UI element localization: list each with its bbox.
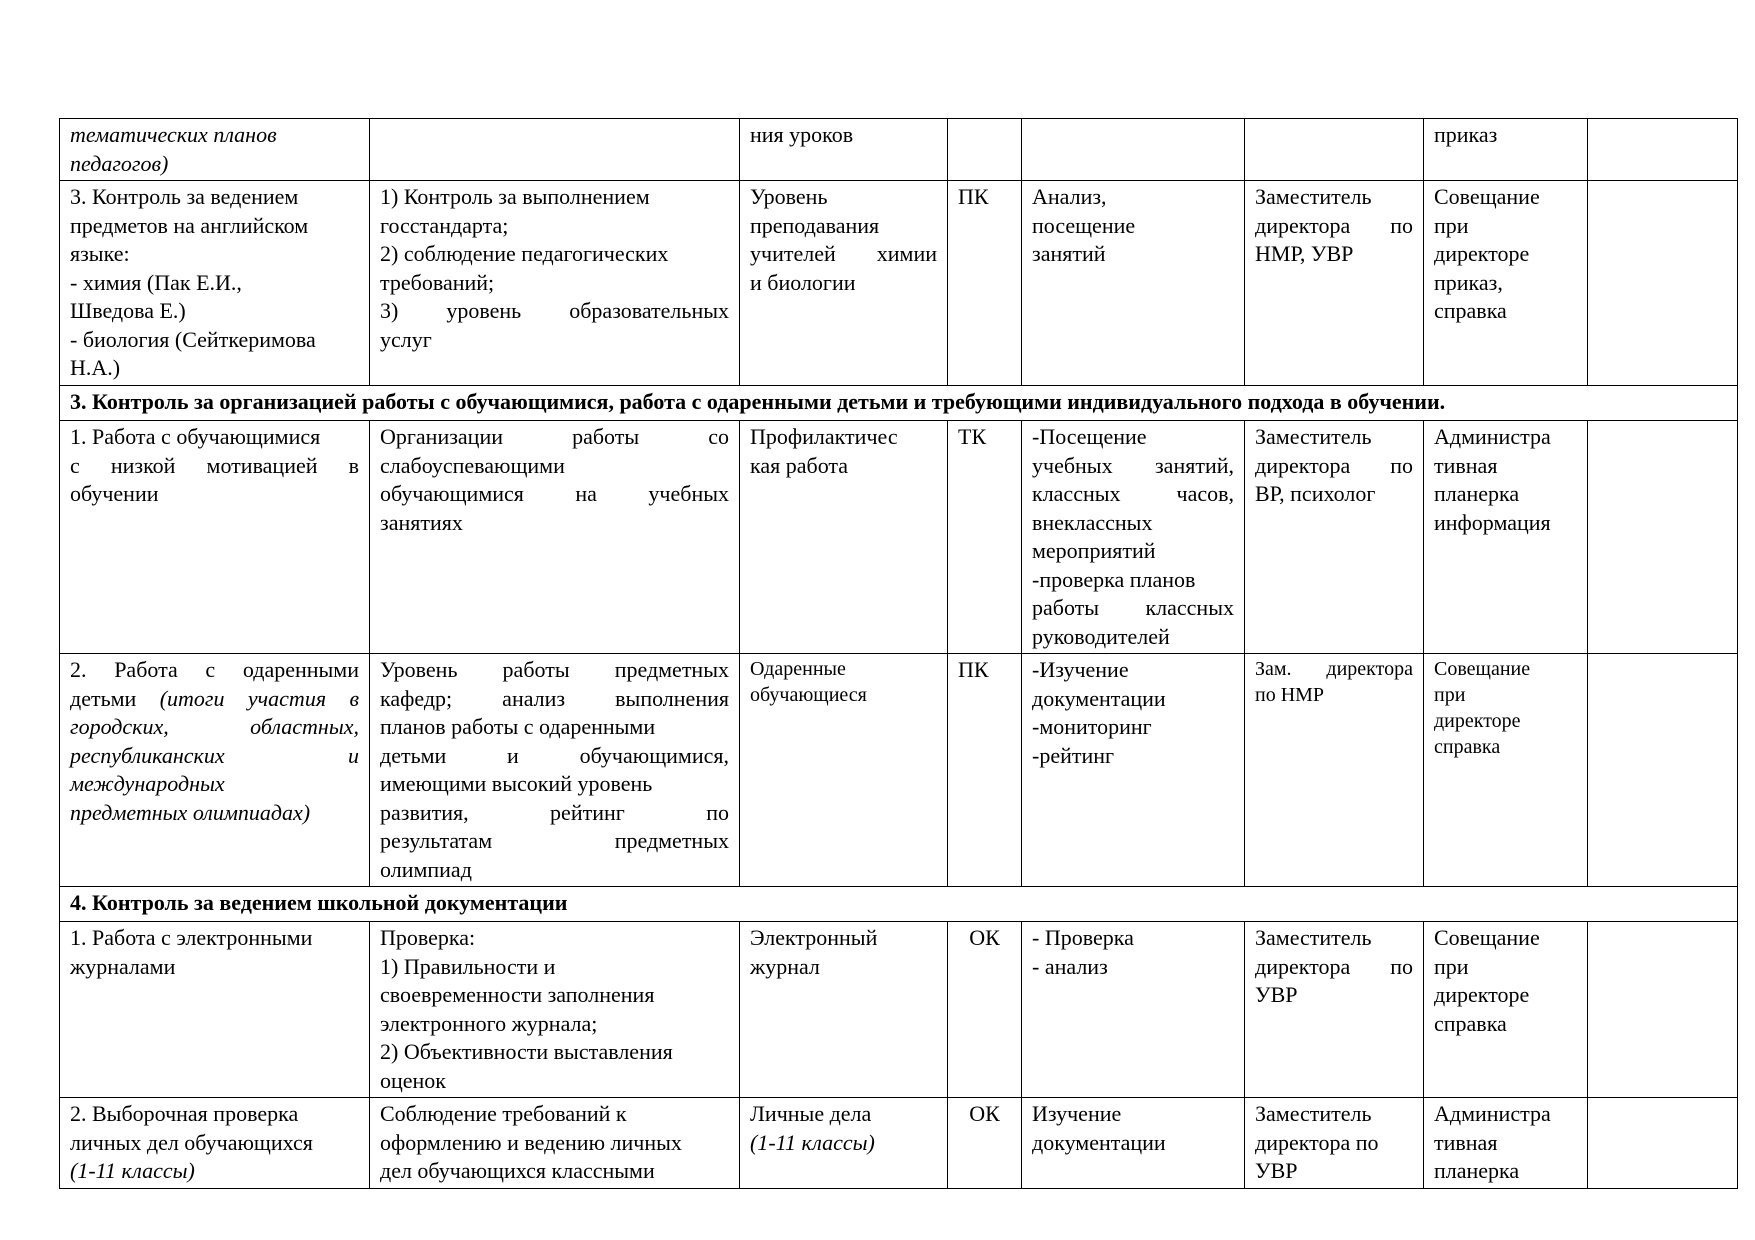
cell-goal	[740, 119, 948, 181]
cell-line: кая работа	[750, 452, 849, 478]
cell-line: городских, областных,	[70, 714, 359, 739]
section-heading: 3. Контроль за организацией работы с обучающимися, работа с одаренными детьми и требующими индивидуального подхода в обучении.	[60, 386, 1738, 421]
cell-responsible	[1245, 181, 1424, 386]
cell-text-italic: (итоги участия в	[159, 685, 359, 711]
cell-line: при	[1434, 684, 1466, 706]
cell-goal	[740, 181, 948, 386]
cell-result	[1424, 119, 1588, 181]
cell-line: Заместитель	[1255, 184, 1372, 209]
cell-line: Личные дела	[750, 1101, 872, 1126]
cell-line: планерка	[1434, 1158, 1520, 1183]
cell-method	[1022, 421, 1245, 654]
cell-line: Совещание	[1434, 184, 1540, 209]
cell-line: посещение	[1032, 212, 1136, 238]
cell-object	[60, 421, 370, 654]
cell-content	[370, 421, 740, 654]
cell-method	[1022, 654, 1245, 887]
cell-line: директора по	[1255, 452, 1413, 478]
cell-line: 1. Работа с электронными	[70, 925, 313, 950]
cell-line: предметных олимпиадах)	[70, 799, 311, 825]
table-row	[60, 654, 1738, 887]
cell-line: Соблюдение требований к	[380, 1101, 627, 1126]
cell-line: директора по	[1255, 212, 1413, 238]
cell-line: при	[1434, 953, 1469, 979]
cell-line: с низкой мотивацией в	[70, 452, 359, 478]
cell-type: ПК	[948, 654, 1022, 887]
section-row	[60, 386, 1738, 421]
cell-line: 1. Работа с обучающимися	[70, 424, 321, 449]
cell-line: 1) Контроль за выполнением	[380, 184, 650, 209]
section-row	[60, 887, 1738, 922]
cell-line: приказ	[1434, 122, 1498, 147]
cell-line: тематических планов	[70, 122, 277, 147]
cell-line: Н.А.)	[70, 355, 121, 380]
cell-line: и биологии	[750, 269, 856, 295]
cell-line: -Посещение	[1032, 424, 1147, 449]
cell-line: тивная	[1434, 452, 1498, 478]
cell-note	[1588, 181, 1738, 386]
cell-line: электронного журнала;	[380, 1010, 598, 1036]
cell-line: Уровень	[750, 184, 828, 209]
cell-line: - химия (Пак Е.И.,	[70, 269, 242, 295]
cell-line: 2) Объективности выставления	[380, 1039, 673, 1064]
cell-text: детьми	[70, 685, 137, 711]
cell-result	[1424, 421, 1588, 654]
cell-line: Профилактичес	[750, 424, 898, 449]
cell-line: Уровень работы предметных	[380, 657, 729, 682]
cell-line: обучающиеся	[750, 684, 867, 706]
cell-line: обучении	[70, 481, 159, 506]
cell-type: ОК	[948, 922, 1022, 1098]
cell-note	[1588, 1098, 1738, 1189]
cell-line: Зам. директора	[1255, 658, 1413, 680]
cell-line: справка	[1434, 298, 1507, 323]
cell-line: документации	[1032, 1129, 1166, 1155]
cell-line: кафедр; анализ выполнения	[380, 685, 729, 711]
cell-line: республиканских и	[70, 742, 359, 768]
cell-line: -мониторинг	[1032, 714, 1152, 739]
cell-content	[370, 922, 740, 1098]
cell-line: личных дел обучающихся	[70, 1129, 313, 1155]
cell-line	[70, 685, 359, 714]
cell-line: директоре	[1434, 710, 1521, 732]
cell-line: внеклассных	[1032, 509, 1153, 535]
cell-line: 3. Контроль за ведением	[70, 184, 299, 209]
cell-line: -рейтинг	[1032, 742, 1115, 768]
cell-type: ПК	[948, 181, 1022, 386]
cell-line: преподавания	[750, 212, 880, 238]
cell-line: - анализ	[1032, 953, 1108, 979]
cell-line: УВР	[1255, 1158, 1298, 1183]
cell-line: приказ,	[1434, 269, 1503, 295]
cell-line: услуг	[380, 326, 432, 352]
cell-line: слабоуспевающими	[380, 452, 565, 478]
cell-line: справка	[1434, 1010, 1507, 1036]
cell-line: Организации работы со	[380, 424, 729, 449]
cell-line: Совещание	[1434, 658, 1531, 680]
cell-line: - Проверка	[1032, 925, 1134, 950]
cell-type: ТК	[948, 421, 1022, 654]
cell-line: детьми и обучающимися,	[380, 742, 729, 768]
cell-line: 2) соблюдение педагогических	[380, 241, 669, 266]
cell-type	[948, 119, 1022, 181]
cell-line: предметов на английском	[70, 212, 309, 238]
cell-note	[1588, 654, 1738, 887]
cell-object	[60, 654, 370, 887]
cell-line: Заместитель	[1255, 1101, 1372, 1126]
cell-line: работы классных	[1032, 595, 1234, 620]
cell-line: Проверка:	[380, 925, 476, 950]
cell-line: развития, рейтинг по	[380, 799, 729, 825]
cell-line: своевременности заполнения	[380, 982, 655, 1007]
cell-line: 2. Выборочная проверка	[70, 1101, 299, 1126]
cell-line: занятиях	[380, 509, 463, 535]
cell-line: планов работы с одаренными	[380, 714, 656, 739]
cell-line: учебных занятий,	[1032, 452, 1234, 478]
cell-line: Заместитель	[1255, 925, 1372, 950]
cell-note	[1588, 421, 1738, 654]
control-plan-table	[59, 118, 1738, 1189]
cell-object	[60, 1098, 370, 1189]
cell-line: Совещание	[1434, 925, 1540, 950]
cell-line: документации	[1032, 685, 1166, 711]
cell-line: Заместитель	[1255, 424, 1372, 449]
cell-line: оформлению и ведению личных	[380, 1129, 682, 1155]
cell-line: директора по	[1255, 953, 1413, 979]
cell-method	[1022, 922, 1245, 1098]
cell-content	[370, 119, 740, 181]
cell-responsible	[1245, 1098, 1424, 1189]
cell-goal	[740, 922, 948, 1098]
cell-result	[1424, 922, 1588, 1098]
cell-object	[60, 922, 370, 1098]
cell-line: ния уроков	[750, 122, 854, 147]
cell-line: международных	[70, 771, 225, 796]
cell-responsible	[1245, 922, 1424, 1098]
cell-line: Анализ,	[1032, 184, 1107, 209]
cell-line: Администра	[1434, 1101, 1551, 1126]
cell-line: языке:	[70, 241, 130, 266]
table-row	[60, 1098, 1738, 1189]
cell-note	[1588, 119, 1738, 181]
cell-line: директора по	[1255, 1129, 1379, 1155]
cell-line: Администра	[1434, 424, 1551, 449]
cell-line: ВР, психолог	[1255, 481, 1376, 506]
cell-goal	[740, 654, 948, 887]
cell-responsible	[1245, 654, 1424, 887]
cell-line: директоре	[1434, 982, 1530, 1007]
cell-line: обучающимися на учебных	[380, 481, 729, 506]
cell-line: требований;	[380, 269, 495, 295]
cell-line: по НМР	[1255, 684, 1325, 706]
cell-line: -проверка планов	[1032, 566, 1196, 592]
cell-content	[370, 181, 740, 386]
cell-line: 2. Работа с одаренными	[70, 657, 359, 682]
cell-line: 3) уровень образовательных	[380, 298, 729, 323]
table-row	[60, 922, 1738, 1098]
cell-line: классных часов,	[1032, 481, 1234, 506]
cell-object	[60, 119, 370, 181]
cell-line: (1-11 классы)	[750, 1129, 875, 1155]
cell-line: УВР	[1255, 982, 1298, 1007]
cell-line: Изучение	[1032, 1101, 1122, 1126]
cell-line: руководителей	[1032, 623, 1170, 649]
cell-line: справка	[1434, 736, 1501, 758]
section-heading: 4. Контроль за ведением школьной документации	[60, 887, 1738, 922]
cell-line: госстандарта;	[380, 212, 509, 238]
cell-line: директоре	[1434, 241, 1530, 266]
cell-goal	[740, 421, 948, 654]
cell-method	[1022, 119, 1245, 181]
cell-line: НМР, УВР	[1255, 241, 1354, 266]
cell-line: дел обучающихся классными	[380, 1158, 655, 1183]
cell-method	[1022, 181, 1245, 386]
cell-line: занятий	[1032, 241, 1106, 266]
cell-line: учителей химии	[750, 241, 937, 266]
cell-responsible	[1245, 119, 1424, 181]
cell-line: мероприятий	[1032, 538, 1156, 563]
cell-type: ОК	[948, 1098, 1022, 1189]
cell-content	[370, 654, 740, 887]
cell-result	[1424, 181, 1588, 386]
cell-goal	[740, 1098, 948, 1189]
cell-line: педагогов)	[70, 150, 169, 176]
cell-line: -Изучение	[1032, 657, 1129, 682]
cell-result	[1424, 1098, 1588, 1189]
cell-line: имеющими высокий уровень	[380, 771, 653, 796]
cell-line: Шведова Е.)	[70, 298, 186, 323]
cell-line: Одаренные	[750, 658, 846, 680]
cell-line: Электронный	[750, 925, 878, 950]
table-row	[60, 421, 1738, 654]
cell-line: тивная	[1434, 1129, 1498, 1155]
cell-line: журнал	[750, 953, 820, 979]
cell-method	[1022, 1098, 1245, 1189]
cell-line: олимпиад	[380, 856, 472, 882]
cell-line: при	[1434, 212, 1469, 238]
table-row	[60, 181, 1738, 386]
cell-line: оценок	[380, 1067, 446, 1093]
cell-line: планерка	[1434, 481, 1520, 506]
table-row	[60, 119, 1738, 181]
cell-note	[1588, 922, 1738, 1098]
cell-line: журналами	[70, 953, 176, 979]
cell-result	[1424, 654, 1588, 887]
cell-content	[370, 1098, 740, 1189]
cell-object	[60, 181, 370, 386]
cell-line: 1) Правильности и	[380, 953, 556, 979]
cell-responsible	[1245, 421, 1424, 654]
cell-line: (1-11 классы)	[70, 1158, 195, 1183]
cell-line: - биология (Сейткеримова	[70, 326, 316, 352]
cell-line: результатам предметных	[380, 828, 729, 853]
cell-line: информация	[1434, 509, 1551, 535]
